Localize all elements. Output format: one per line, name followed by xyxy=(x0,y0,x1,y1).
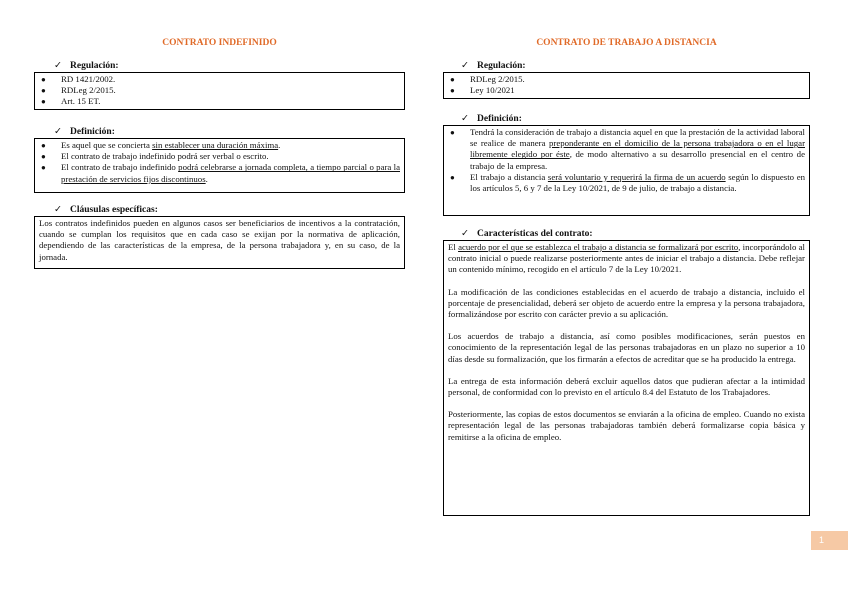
list-item: ● Es aquel que se concierta sin establecer una duración máxima. xyxy=(41,140,281,150)
check-icon: ✓ xyxy=(54,127,62,137)
right-definicion-box xyxy=(443,125,810,216)
left-definicion-box xyxy=(34,138,405,193)
left-column xyxy=(34,0,405,599)
caracteristicas-paragraph: El acuerdo por el que se establezca el trabajo a distancia se formalizará por escrito, incorporándolo al contrato inicial o puede realizarse posteriormente antes de iniciar el trabajo a distancia. Debe reflejar un contenido mínimo, recogido en el artículo 7 de la Ley 10/2021. xyxy=(448,242,805,275)
list-item: ● El trabajo a distancia será voluntario y requerirá la firma de un acuerdo según lo dispuesto en los artículos 5, 6 y 7 de la Ley 10/2021, de 9 de julio, de trabajo a distancia. xyxy=(450,171,805,194)
list-item: ● RDLeg 2/2015. xyxy=(41,85,116,96)
bullet-icon: ● xyxy=(41,152,46,162)
right-regulacion-heading: ✓ Regulación: xyxy=(461,61,526,71)
left-clausulas-box xyxy=(34,216,405,269)
caracteristicas-paragraph: La entrega de esta información deberá excluir aquellos datos que pudieran afectar a la intimidad personal, de conformidad con lo previsto en el artículo 8.4 del Estatuto de los Trabajadores. xyxy=(448,375,805,398)
left-regulacion-heading: ✓ Regulación: xyxy=(54,61,119,71)
check-icon: ✓ xyxy=(461,61,469,71)
check-icon: ✓ xyxy=(461,114,469,124)
caracteristicas-paragraph: Posteriormente, las copias de estos documentos se enviarán a la oficina de empleo. Cuando no exista representación legal de las personas trabajadoras también deberá formalizarse copia básica y remitirse a la oficina de empleo. xyxy=(448,409,805,442)
list-item: ● Ley 10/2021 xyxy=(450,85,515,96)
bullet-icon: ● xyxy=(41,86,46,96)
bullet-icon: ● xyxy=(450,172,455,182)
bullet-icon: ● xyxy=(450,128,455,137)
left-definicion-heading: ✓ Definición: xyxy=(54,127,115,137)
list-item: ● Tendrá la consideración de trabajo a distancia aquel en que la prestación de la actividad laboral se realice de manera preponderante en el domicilio de la persona trabajadora o en el lugar libremente elegido por éste, de modo alternativo a su desarrollo presencial en el centro de trabajo de la empresa. xyxy=(450,127,805,171)
list-item: ● El contrato de trabajo indefinido podrá ser verbal o escrito. xyxy=(41,151,269,162)
left-regulacion-box xyxy=(34,72,405,110)
left-title: CONTRATO INDEFINIDO xyxy=(162,38,277,48)
bullet-icon: ● xyxy=(450,86,455,96)
right-definicion-heading: ✓ Definición: xyxy=(461,114,522,124)
check-icon: ✓ xyxy=(54,205,62,215)
list-item: ● RD 1421/2002. xyxy=(41,74,116,84)
caracteristicas-paragraph: Los acuerdos de trabajo a distancia, así como posibles modificaciones, serán puestos en conocimiento de la representación legal de las personas trabajadoras en un plazo no superior a 10 días desde su formalización, que los firmarán a efectos de acreditar que se ha producido la entrega. xyxy=(448,331,805,364)
caracteristicas-paragraph: La modificación de las condiciones establecidas en el acuerdo de trabajo a distancia, incluido el porcentaje de presencialidad, deberá ser objeto de acuerdo entre la empresa y la persona trabajadora, formalizándose por escrito con carácter previo a su aplicación. xyxy=(448,286,805,320)
right-caracteristicas-box xyxy=(443,240,810,516)
left-clausulas-heading: ✓ Cláusulas específicas: xyxy=(54,205,158,215)
bullet-icon: ● xyxy=(450,75,455,84)
bullet-icon: ● xyxy=(41,141,46,150)
list-item: ● El contrato de trabajo indefinido podrá celebrarse a jornada completa, a tiempo parcial o para la prestación de servicios fijos discontinuos. xyxy=(41,162,400,184)
list-item: ● RDLeg 2/2015. xyxy=(450,74,525,84)
check-icon: ✓ xyxy=(54,61,62,71)
right-regulacion-box xyxy=(443,72,810,99)
right-column xyxy=(443,0,810,599)
right-caracteristicas-heading: ✓ Características del contrato: xyxy=(461,229,593,239)
list-item: ● Art. 15 ET. xyxy=(41,96,101,107)
bullet-icon: ● xyxy=(41,97,46,107)
bullet-icon: ● xyxy=(41,163,46,173)
page-number: 1 xyxy=(811,531,848,550)
bullet-icon: ● xyxy=(41,75,46,84)
clausulas-text: Los contratos indefinidos pueden en algunos casos ser beneficiarios de incentivos a la contratación, cuando se cumplan los requisitos que en cada caso se exijan por la normativa de aplicación, dependiendo de las características de la empresa, de la persona trabajadora y, en su caso, de la jornada. xyxy=(39,218,400,262)
right-title: CONTRATO DE TRABAJO A DISTANCIA xyxy=(536,38,717,48)
check-icon: ✓ xyxy=(461,229,469,239)
